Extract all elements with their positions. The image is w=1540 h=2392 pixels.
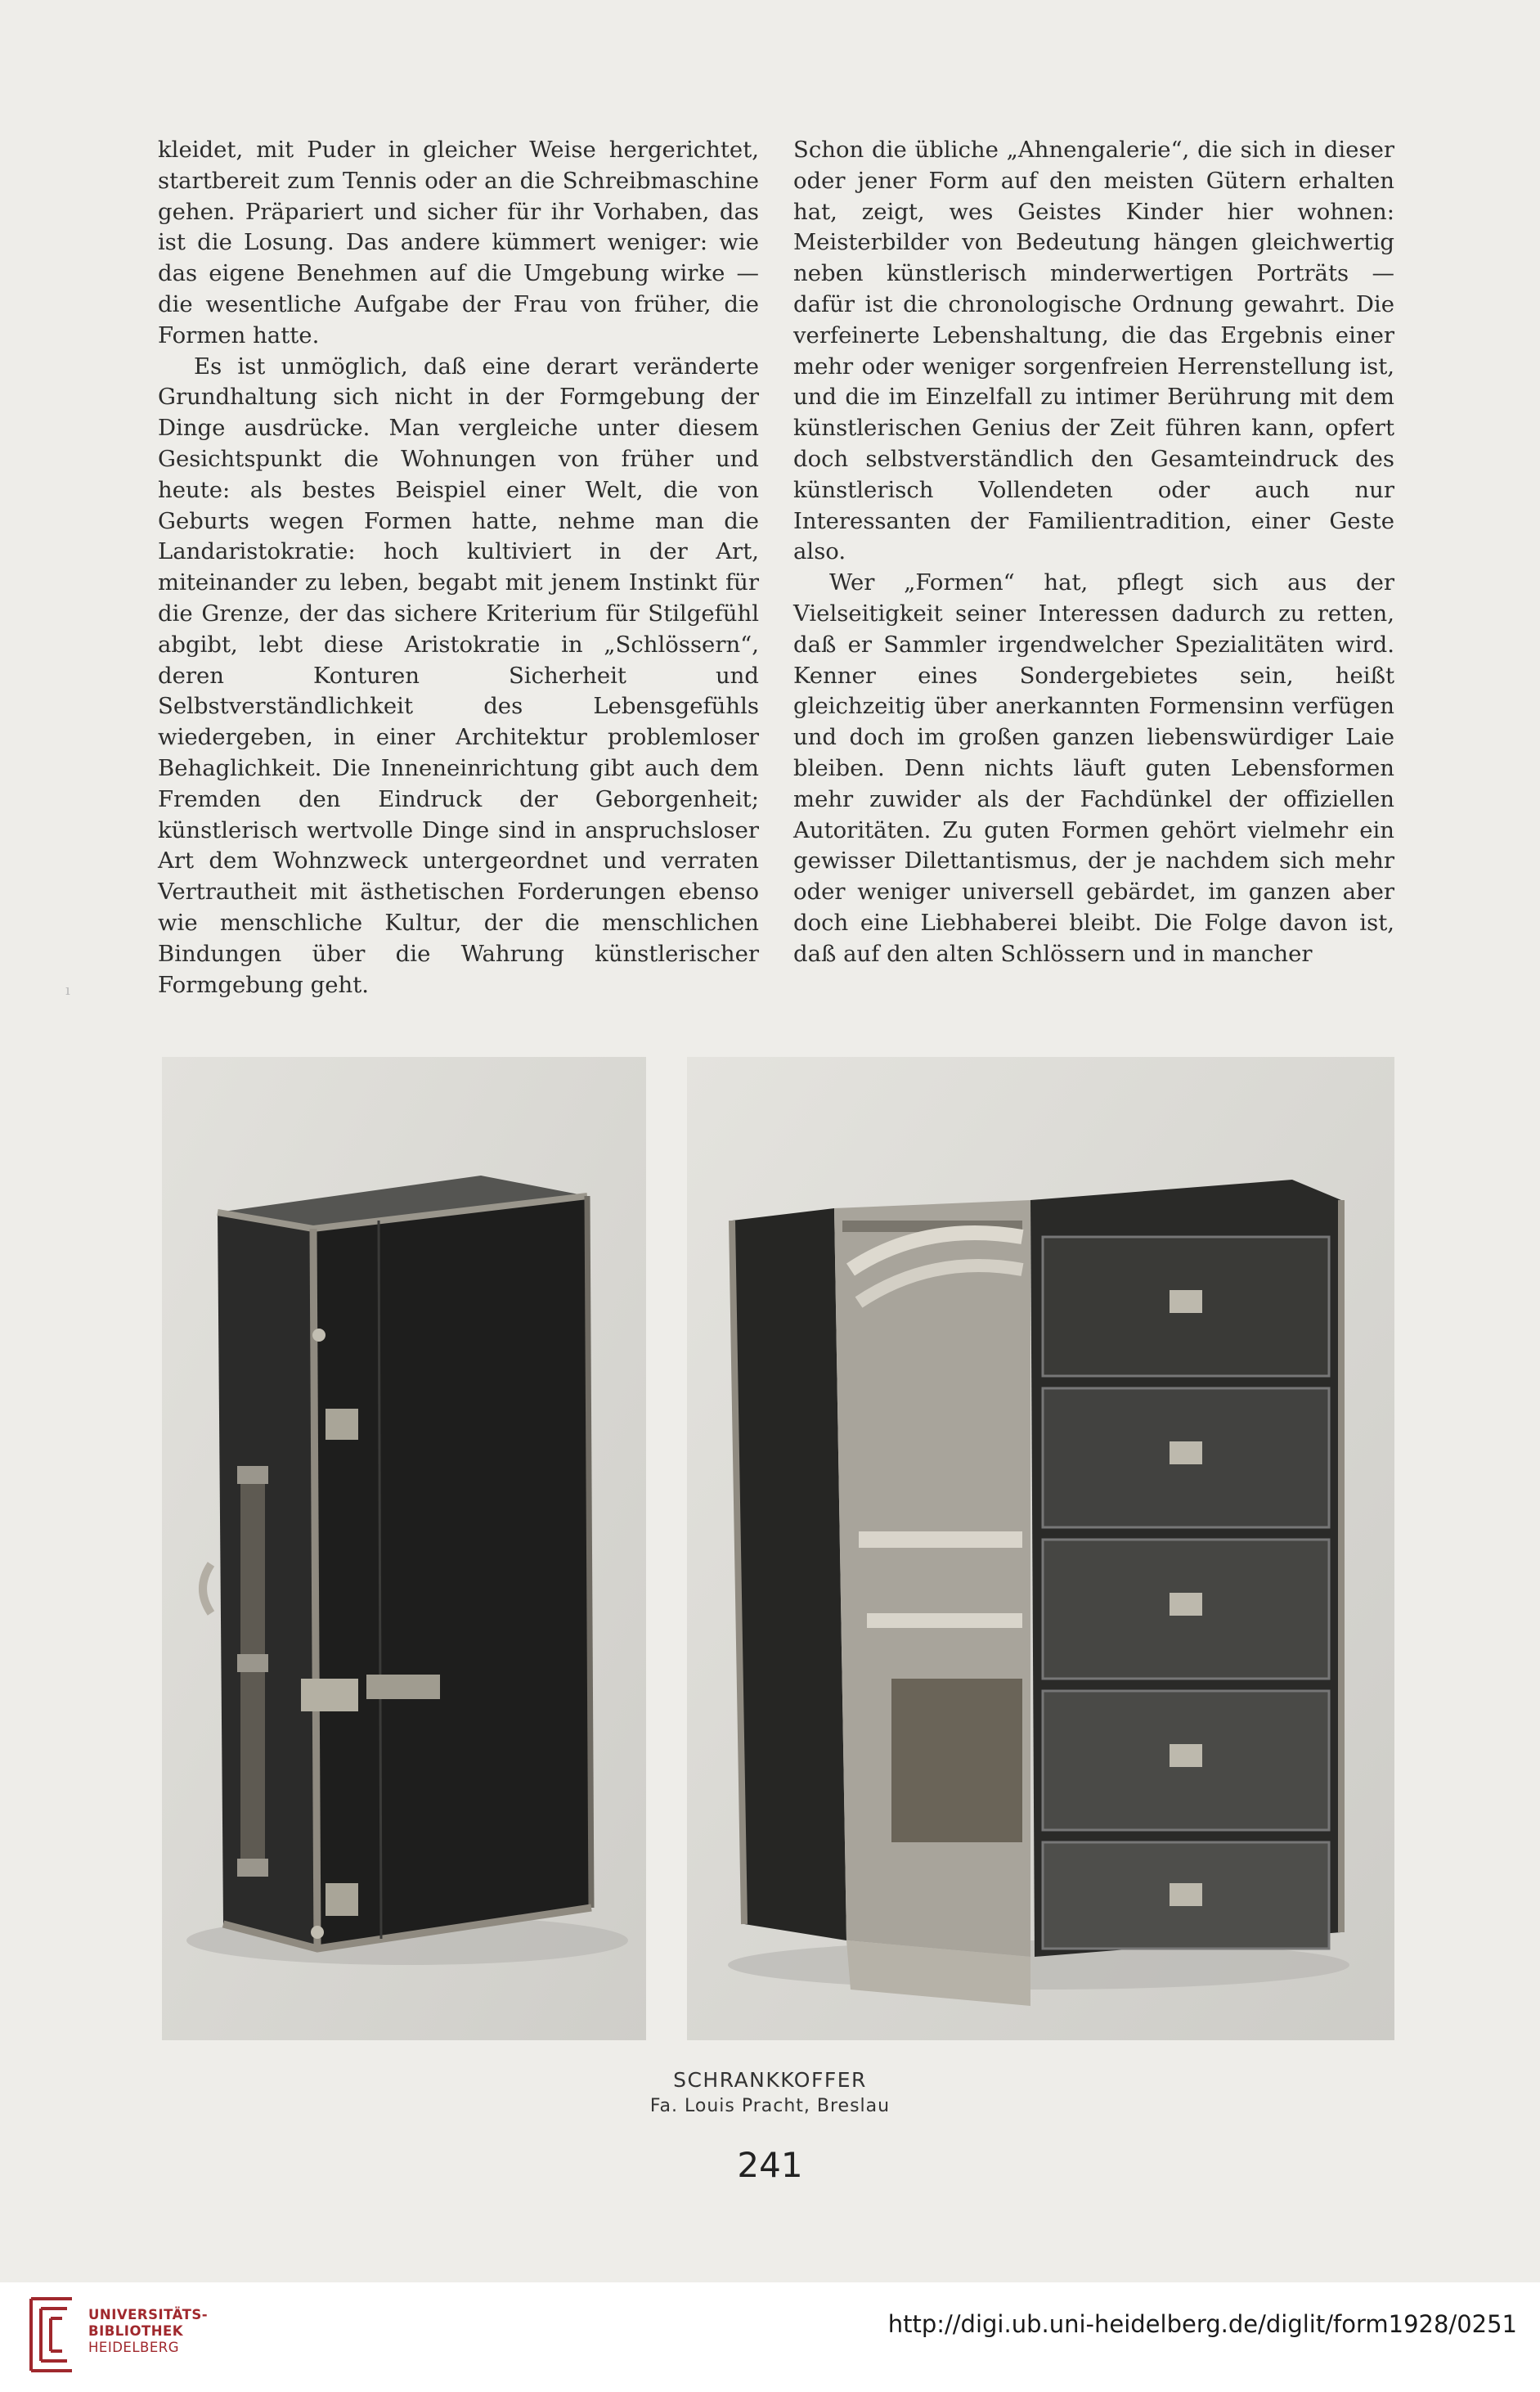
paragraph: Schon die übliche „Ahnengalerie“, die sich in dieser oder jener Form auf den meisten Gütern erhalten hat, zeigt, wes Geistes Kinder hier wohnen: Meisterbilder von Bedeutung hängen gleichwertig neben künstlerisch minderwertigen Porträts — dafür ist die chronologische Ordnung gewahrt. Die verfeinerte Lebenshaltung, die das Ergebnis einer mehr oder weniger sorgenfreien Herrenstellung ist, und die im Einzelfall zu intimer Berührung mit dem künstlerischen Genius der Zeit führen kann, opfert doch selbstverständlich den Gesamteindruck des künstlerisch Vollendeten oder auch nur Interessanten der Familientradition, einer Geste also.: [793, 137, 1394, 565]
library-logo-icon: [15, 2292, 83, 2377]
photo-open-trunk: [687, 1057, 1394, 2040]
closed-trunk-illustration: [162, 1057, 646, 2040]
logo-line: UNIVERSITÄTS-: [88, 2307, 209, 2322]
paragraph: kleidet, mit Puder in gleicher Weise hergerichtet, startbereit zum Tennis oder an die Schreibmaschine gehen. Präpariert und sicher für ihr Vorhaben, das ist die Losung. Das andere kümmert weniger: wie das eigene Benehmen auf die Umgebung wirke — die wesentliche Aufgabe der Frau von früher, die Formen hatte.: [158, 137, 759, 348]
photo-closed-trunk: [162, 1057, 646, 2040]
caption-subtitle: Fa. Louis Pracht, Breslau: [649, 2096, 891, 2116]
margin-mark: ı: [65, 982, 70, 999]
logo-line: HEIDELBERG: [88, 2340, 180, 2355]
paragraph: Wer „Formen“ hat, pflegt sich aus der Vielseitigkeit seiner Interessen dadurch zu retten, daß er Sammler irgendwelcher Spezialitäten wird. Kenner eines Sondergebietes sein, heißt gleichzeitig über anerkannten Formensinn verfügen und doch im großen ganzen liebenswürdiger Laie bleiben. Denn nichts läuft guten Lebensformen mehr zuwider als der Fachdünkel der offiziellen Autoritäten. Zu guten Formen gehört vielmehr ein gewisser Dilettantismus, der je nachdem sich mehr oder weniger universell gebärdet, im ganzen aber doch eine Liebhaberei bleibt. Die Folge davon ist, daß auf den alten Schlössern und in mancher: [793, 569, 1394, 967]
text-column-left: [158, 135, 759, 1000]
logo-line: BIBLIOTHEK: [88, 2323, 184, 2339]
library-logo-text: [88, 2307, 208, 2356]
caption-title: SCHRANKKOFFER: [673, 2068, 867, 2092]
source-url-link[interactable]: http://digi.ub.uni-heidelberg.de/diglit/form1928/0251: [887, 2310, 1517, 2338]
open-trunk-illustration: [687, 1057, 1394, 2040]
paragraph: Es ist unmöglich, daß eine derart veränderte Grundhaltung sich nicht in der Formgebung der Dinge ausdrücke. Man vergleiche unter diesem Gesichtspunkt die Wohnungen von früher und heute: als bestes Beispiel einer Welt, die von Geburts wegen Formen hatte, nehme man die Landaristokratie: hoch kultiviert in der Art, miteinander zu leben, begabt mit jenem Instinkt für die Grenze, der das sichere Kriterium für Stilgefühl abgibt, lebt diese Aristokratie in „Schlössern“, deren Konturen Sicherheit und Selbstverständlichkeit des Lebensgefühls wiedergeben, in einer Architektur problemloser Behaglichkeit. Die Inneneinrichtung gibt auch dem Fremden den Eindruck der Geborgenheit; künstlerisch wertvolle Dinge sind in anspruchsloser Art dem Wohnzweck untergeordnet und verraten Vertrautheit mit ästhetischen Forderungen ebenso wie menschliche Kultur, der die menschlichen Bindungen über die Wahrung künstlerischer Formgebung geht.: [158, 353, 759, 998]
text-column-right: [793, 135, 1394, 970]
page-number: 241: [737, 2145, 803, 2185]
